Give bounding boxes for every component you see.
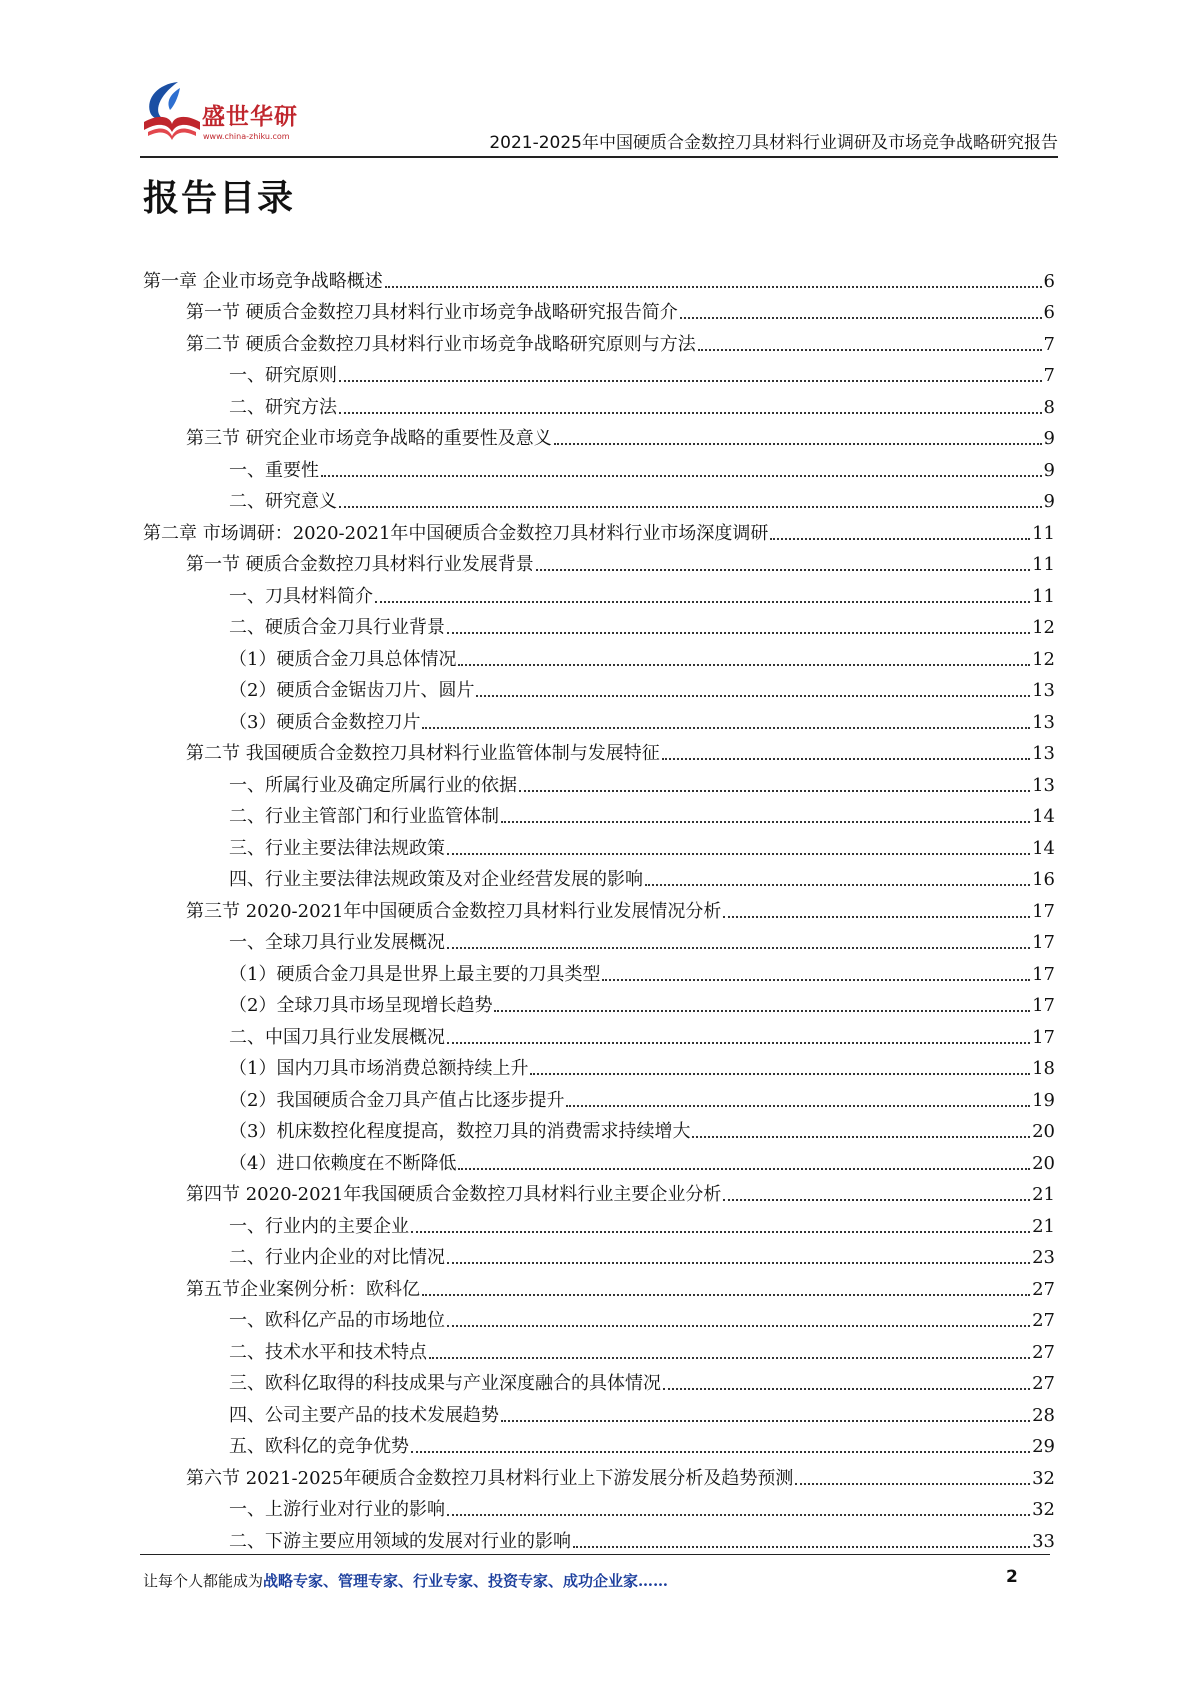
toc-entry[interactable] [143,294,1055,326]
logo-name: 盛世华研 [202,104,298,130]
toc-entry[interactable] [143,420,1055,452]
toc-dot-leader [530,1073,1030,1075]
toc-entry[interactable] [143,514,1055,546]
toc-entry-page: 28 [1032,1404,1055,1426]
toc-dot-leader [447,1042,1030,1044]
toc-dot-leader [422,727,1030,729]
toc-entry[interactable] [143,546,1055,578]
toc-dot-leader [375,601,1030,603]
toc-entry[interactable] [143,262,1055,294]
toc-entry-page: 9 [1043,428,1055,449]
toc-dot-leader [447,853,1030,855]
toc-entry-label: 二、硬质合金刀具行业背景 [229,617,445,638]
toc-entry-label: 一、研究原则 [229,365,337,386]
toc-dot-leader [723,1199,1030,1201]
toc-entry-label: 一、刀具材料简介 [229,585,373,607]
toc-entry[interactable] [143,1302,1055,1334]
toc-entry[interactable] [143,798,1055,830]
toc-entry-page: 7 [1043,365,1055,386]
toc-dot-leader [698,349,1042,351]
toc-entry[interactable] [143,829,1055,861]
logo-icon [140,78,204,144]
toc-entry[interactable] [143,1176,1055,1208]
toc-entry-label: （2）硬质合金锯齿刀片、圆片 [229,680,475,701]
toc-entry-label: （2）我国硬质合金刀具产值占比逐步提升 [229,1089,565,1111]
report-title: 2021-2025年中国硬质合金数控刀具材料行业调研及市场竞争战略研究报告 [489,133,1058,153]
toc-dot-leader [662,758,1030,760]
toc-dot-leader [447,947,1030,949]
toc-entry[interactable] [143,1239,1055,1271]
toc-entry[interactable] [143,1396,1055,1428]
toc-dot-leader [645,884,1030,886]
toc-entry-label: （3）机床数控化程度提高，数控刀具的消费需求持续增大 [229,1121,691,1142]
toc-entry[interactable] [143,987,1055,1019]
page-header [140,78,1058,160]
toc-dot-leader [501,821,1030,823]
toc-dot-leader [536,569,1030,571]
toc-entry[interactable] [143,861,1055,893]
toc-entry[interactable] [143,609,1055,641]
toc-entry-label: 第五节企业案例分析：欧科亿 [186,1278,420,1300]
toc-entry-label: 二、研究方法 [229,396,337,418]
toc-entry-label: 一、所属行业及确定所属行业的依据 [229,774,517,796]
footer-slogan-emphasis: 战略专家、管理专家、行业专家、投资专家、成功企业家…… [263,1572,669,1590]
company-logo [140,78,360,150]
toc-entry[interactable] [143,325,1055,357]
toc-entry[interactable] [143,1144,1055,1176]
footer-slogan-prefix: 让每个人都能成为 [143,1572,264,1590]
toc-entry-label: 三、欧科亿取得的科技成果与产业深度融合的具体情况 [229,1373,661,1394]
toc-dot-leader [411,1231,1030,1233]
toc-entry-page: 32 [1032,1499,1055,1520]
toc-entry[interactable] [143,1113,1055,1145]
toc-entry-label: 五、欧科亿的竞争优势 [229,1436,409,1457]
toc-entry-label: （4）进口依赖度在不断降低 [229,1152,457,1174]
toc-dot-leader [795,1483,1030,1485]
toc-dot-leader [321,475,1042,477]
footer-slogan [143,1570,668,1591]
toc-dot-leader [411,1451,1030,1453]
toc-dot-leader [339,412,1042,414]
toc-entry-page: 17 [1032,900,1055,922]
toc-entry-page: 16 [1032,869,1055,890]
toc-entry-label: 二、中国刀具行业发展概况 [229,1026,445,1048]
toc-entry-page: 27 [1032,1310,1055,1331]
toc-entry-page: 11 [1032,554,1055,575]
header-divider [140,156,1058,158]
toc-dot-leader [447,632,1030,634]
toc-entry-page: 32 [1032,1467,1055,1489]
page-heading: 报告目录 [143,178,296,219]
toc-dot-leader [663,1388,1030,1390]
toc-entry[interactable] [143,451,1055,483]
toc-dot-leader [770,538,1030,540]
toc-entry-label: 第一章 企业市场竞争战略概述 [143,270,383,292]
footer-divider [140,1554,1050,1555]
toc-entry[interactable] [143,924,1055,956]
toc-entry[interactable] [143,766,1055,798]
toc-entry-label: 一、上游行业对行业的影响 [229,1499,445,1520]
toc-entry[interactable] [143,1365,1055,1397]
toc-entry-label: 一、欧科亿产品的市场地位 [229,1310,445,1331]
toc-dot-leader [602,979,1030,981]
toc-dot-leader [458,664,1030,666]
toc-entry-label: 二、行业内企业的对比情况 [229,1247,445,1268]
toc-entry[interactable] [143,1459,1055,1491]
toc-entry-label: 二、下游主要应用领域的发展对行业的影响 [229,1530,571,1552]
toc-entry-label: （3）硬质合金数控刀片 [229,711,421,733]
toc-entry[interactable] [143,1428,1055,1460]
toc-dot-leader [566,1105,1030,1107]
toc-entry-page: 20 [1032,1121,1055,1142]
toc-entry[interactable] [143,1207,1055,1239]
toc-dot-leader [723,916,1030,918]
toc-entry-label: 三、行业主要法律法规政策 [229,837,445,859]
toc-entry[interactable] [143,1018,1055,1050]
toc-entry[interactable] [143,1522,1055,1554]
toc-entry-page: 27 [1032,1278,1055,1300]
toc-entry-page: 9 [1043,459,1055,481]
toc-entry-page: 33 [1032,1530,1055,1552]
toc-entry[interactable] [143,388,1055,420]
toc-entry-page: 13 [1032,680,1055,701]
toc-entry-page: 12 [1032,648,1055,670]
toc-entry[interactable] [143,672,1055,704]
toc-dot-leader [573,1546,1030,1548]
toc-dot-leader [554,443,1042,445]
table-of-contents [143,262,1055,1554]
toc-entry-page: 11 [1032,585,1055,607]
toc-entry-page: 6 [1043,302,1055,323]
toc-entry-page: 7 [1043,333,1055,355]
toc-entry[interactable] [143,357,1055,389]
toc-dot-leader [447,1514,1030,1516]
toc-dot-leader [680,317,1042,319]
toc-entry-page: 20 [1032,1152,1055,1174]
toc-entry-label: （1）硬质合金刀具总体情况 [229,648,457,670]
toc-entry-page: 17 [1032,1026,1055,1048]
toc-entry-page: 19 [1032,1089,1055,1111]
toc-entry[interactable] [143,1050,1055,1082]
toc-entry-label: 第六节 2021-2025年硬质合金数控刀具材料行业上下游发展分析及趋势预测 [186,1467,794,1489]
toc-entry-page: 13 [1032,774,1055,796]
toc-entry-page: 9 [1043,491,1055,512]
toc-entry-label: 第三节 研究企业市场竞争战略的重要性及意义 [186,428,552,449]
toc-dot-leader [447,1325,1030,1327]
toc-entry-label: 二、技术水平和技术特点 [229,1341,427,1363]
toc-dot-leader [458,1168,1030,1170]
logo-url: www.china-zhiku.com [203,132,290,141]
toc-entry-label: 第三节 2020-2021年中国硬质合金数控刀具材料行业发展情况分析 [186,900,722,922]
toc-entry[interactable] [143,1333,1055,1365]
toc-entry-page: 27 [1032,1341,1055,1363]
toc-entry-label: （1）硬质合金刀具是世界上最主要的刀具类型 [229,963,601,985]
toc-dot-leader [339,506,1042,508]
toc-entry-label: 第一节 硬质合金数控刀具材料行业发展背景 [186,554,534,575]
toc-entry[interactable] [143,892,1055,924]
toc-entry-page: 6 [1043,270,1055,292]
toc-entry-label: 四、公司主要产品的技术发展趋势 [229,1404,499,1426]
toc-dot-leader [385,286,1042,288]
toc-dot-leader [501,1420,1030,1422]
toc-dot-leader [339,380,1042,382]
toc-entry-page: 14 [1032,837,1055,859]
toc-entry-label: 第二节 我国硬质合金数控刀具材料行业监管体制与发展特征 [186,743,660,764]
toc-entry-page: 27 [1032,1373,1055,1394]
toc-dot-leader [519,790,1030,792]
toc-entry[interactable] [143,577,1055,609]
toc-dot-leader [429,1357,1030,1359]
toc-entry-page: 12 [1032,617,1055,638]
toc-dot-leader [494,1010,1030,1012]
toc-entry-page: 14 [1032,806,1055,827]
toc-entry-page: 13 [1032,711,1055,733]
toc-entry-page: 18 [1032,1058,1055,1079]
toc-entry-page: 13 [1032,743,1055,764]
toc-entry-page: 21 [1032,1215,1055,1237]
toc-dot-leader [692,1136,1030,1138]
toc-entry[interactable] [143,1081,1055,1113]
toc-entry-label: 第二节 硬质合金数控刀具材料行业市场竞争战略研究原则与方法 [186,333,696,355]
toc-entry[interactable] [143,735,1055,767]
toc-entry[interactable] [143,1491,1055,1523]
toc-entry[interactable] [143,955,1055,987]
toc-entry-page: 8 [1043,396,1055,418]
toc-dot-leader [447,1262,1030,1264]
toc-entry[interactable] [143,703,1055,735]
toc-entry-page: 11 [1032,522,1055,544]
toc-entry[interactable] [143,640,1055,672]
toc-entry-page: 21 [1032,1184,1055,1205]
toc-entry-label: 第一节 硬质合金数控刀具材料行业市场竞争战略研究报告简介 [186,302,678,323]
toc-entry-page: 29 [1032,1436,1055,1457]
toc-entry-page: 17 [1032,995,1055,1016]
toc-entry-label: 二、行业主管部门和行业监管体制 [229,806,499,827]
toc-dot-leader [422,1294,1030,1296]
toc-entry-label: 一、行业内的主要企业 [229,1215,409,1237]
toc-entry-label: 一、重要性 [229,459,319,481]
toc-entry-label: （1）国内刀具市场消费总额持续上升 [229,1058,529,1079]
toc-entry-label: 一、全球刀具行业发展概况 [229,932,445,953]
toc-entry-label: 第二章 市场调研：2020-2021年中国硬质合金数控刀具材料行业市场深度调研 [143,522,769,544]
toc-entry-page: 23 [1032,1247,1055,1268]
toc-entry-label: 四、行业主要法律法规政策及对企业经营发展的影响 [229,869,643,890]
toc-entry-label: （2）全球刀具市场呈现增长趋势 [229,995,493,1016]
toc-entry[interactable] [143,1270,1055,1302]
toc-entry-page: 17 [1032,932,1055,953]
toc-dot-leader [476,695,1030,697]
toc-entry[interactable] [143,483,1055,515]
toc-entry-label: 二、研究意义 [229,491,337,512]
toc-entry-page: 17 [1032,963,1055,985]
toc-entry-label: 第四节 2020-2021年我国硬质合金数控刀具材料行业主要企业分析 [186,1184,722,1205]
page-number: 2 [1006,1567,1018,1587]
